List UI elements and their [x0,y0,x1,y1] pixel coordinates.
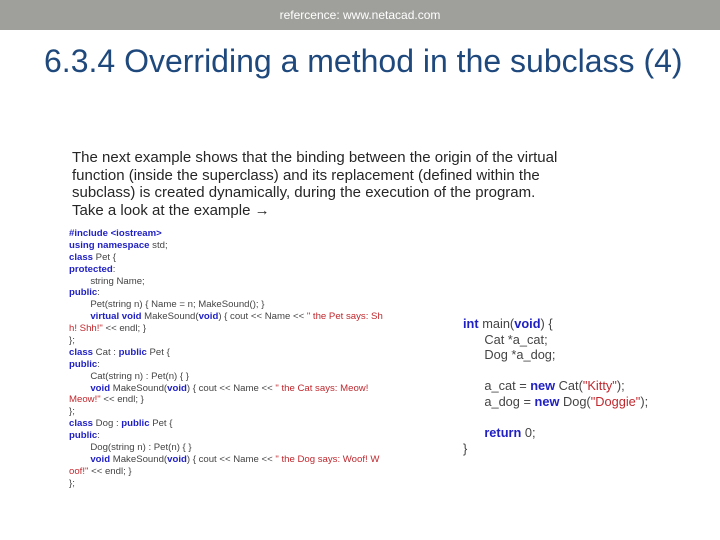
code-token: oof!" [69,465,89,477]
code-token: new [530,378,556,394]
code-token: Dog( [559,393,591,409]
code-token: ); [616,378,625,394]
code-token: class [69,418,94,430]
code-token: return [463,425,522,441]
code-line [69,335,383,347]
code-line [463,347,648,363]
code-token: }; [69,406,75,418]
code-token: #include <iostream> [69,228,162,239]
code-line [69,478,383,490]
code-token: Dog(string n) : Pet(n) { } [69,442,192,454]
code-token: using namespace [69,239,150,251]
code-listing-main [463,316,648,456]
code-token: << endl; } [102,323,147,335]
code-token: string Name; [69,275,145,287]
header-bar [0,0,720,30]
code-token: a_cat = [463,378,531,394]
code-line [69,240,383,252]
code-token: public [69,430,98,442]
slide-paragraph [72,149,672,219]
code-token: : [97,358,100,370]
code-line [463,332,648,348]
code-token: MakeSound( [141,311,199,323]
code-token: new [534,393,560,409]
code-line [463,441,648,457]
code-token: " the Cat says: Meow! [275,382,369,394]
code-token: public [118,346,147,358]
code-listing-classes [69,228,383,490]
code-token: MakeSound( [110,453,168,465]
paragraph-line: Take a look at the example → [72,201,270,219]
code-token: protected [69,263,113,275]
code-line [69,252,383,264]
code-line [463,394,648,410]
code-token: ) { cout << Name << [186,453,276,465]
paragraph-line: The next example shows that the binding between the origin of the virtual [72,149,558,166]
slide-title: 6.3.4 Overriding a method in the subclass (4) [44,43,683,79]
code-line [69,347,383,359]
code-token: void [90,453,111,465]
code-token: Cat *a_cat; [463,331,548,347]
code-token: Dog *a_dog; [463,347,556,363]
code-token: int [463,316,479,331]
code-token: }; [69,477,75,489]
code-token: a_dog = [463,393,535,409]
code-token: Cat : [93,346,119,358]
code-token: std; [149,239,168,251]
code-line [69,323,383,335]
code-token: void [514,316,541,331]
code-token: void [198,311,219,323]
code-line [463,316,648,332]
code-line [69,418,383,430]
code-token: ) { [540,316,553,331]
code-token: void [167,382,187,394]
code-line [463,425,648,441]
reference-text: refercence: www.netacad.com [279,8,441,22]
code-token: Meow!" [69,394,101,406]
code-token: class [69,346,94,358]
code-token: " the Dog says: Woof! W [275,453,380,465]
code-token: Pet { [93,251,116,263]
code-token [69,311,90,322]
code-token: }; [69,335,75,347]
code-line [463,363,648,379]
code-token: ); [640,393,649,409]
code-token: Dog : [93,418,122,430]
code-line [463,378,648,394]
code-token: Pet(string n) { Name = n; MakeSound(); } [69,299,265,311]
code-line [69,287,383,299]
code-token: : [97,287,100,299]
code-token: main( [478,316,515,331]
code-token: "Doggie" [590,393,641,409]
code-token [69,454,90,465]
code-token: : [97,430,100,442]
code-line [69,276,383,288]
code-line [69,430,383,442]
code-token: << endl; } [100,394,144,406]
code-token: << endl; } [88,465,132,477]
code-line [69,311,383,323]
code-token: "Kitty" [582,378,617,394]
code-token: ) { cout << Name << [218,311,307,323]
code-token: public [69,287,98,299]
code-line [69,394,383,406]
code-token: } [463,440,468,456]
paragraph-line: subclass) is created dynamically, during the execution of the program. [72,184,536,201]
code-line [69,264,383,276]
code-token: Pet { [146,346,170,358]
code-token: : [112,263,116,275]
code-token: void [90,382,111,394]
code-token: public [69,358,98,370]
code-token: MakeSound( [110,382,168,394]
code-line [69,454,383,466]
paragraph-line: function (inside the superclass) and its replacement (defined within the [72,166,540,184]
code-token: Cat(string n) : Pet(n) { } [69,370,189,382]
code-token: ) { cout << Name << [186,382,276,394]
code-line [69,228,383,240]
code-line [69,406,383,418]
code-token: 0; [521,425,536,441]
code-token: virtual void [90,311,142,323]
code-token: public [121,418,150,430]
code-line [69,442,383,454]
code-line [69,299,383,311]
code-token [69,383,90,394]
code-line [69,466,383,478]
code-token: h! Shh!" [69,323,103,335]
code-token: void [167,453,187,465]
code-line [463,410,648,426]
code-token: class [69,251,94,263]
code-token: Pet { [149,418,173,430]
code-token: " the Pet says: Sh [306,311,383,323]
code-line [69,383,383,395]
code-token: Cat( [555,378,583,394]
code-line [69,359,383,371]
code-line [69,371,383,383]
